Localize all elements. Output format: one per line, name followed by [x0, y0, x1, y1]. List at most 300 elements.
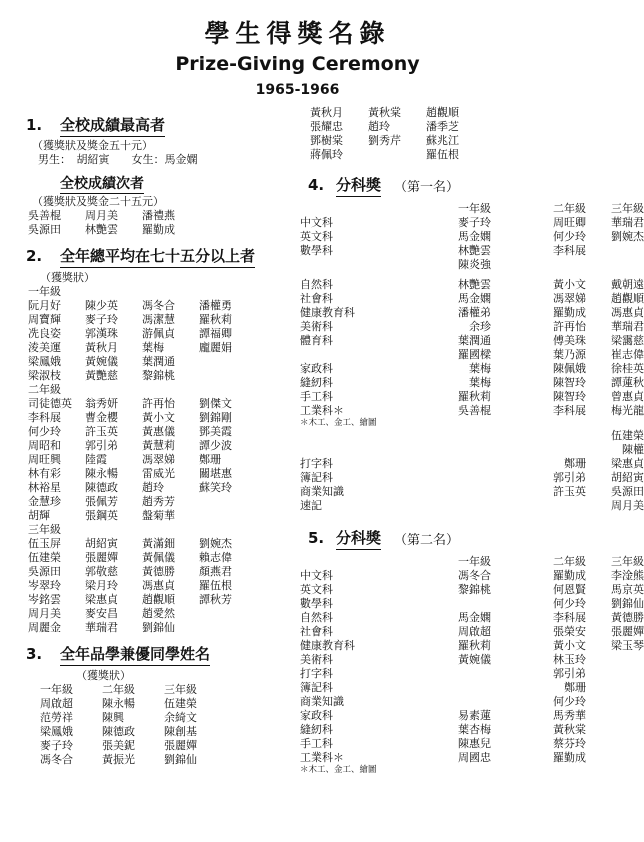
winner-name: 羅勤成 [553, 751, 586, 764]
right-column [300, 106, 644, 776]
second-place-names [28, 209, 286, 237]
winner-name: 馬金嫻 [458, 611, 491, 624]
student-name: 陳少英 [85, 299, 118, 312]
merit-names-continued [310, 106, 590, 162]
student-name: 陳德政 [102, 725, 135, 738]
industrial-subject-footnote: ＊木工、金工、繪圖 [300, 418, 377, 428]
subject-name [300, 258, 396, 272]
student-name: 岑銘雲 [28, 593, 61, 606]
student-name: 吳源田 [28, 223, 61, 236]
winner-name: 李科展 [553, 404, 586, 417]
subject-prize-rows [300, 278, 644, 418]
student-name: 趙愛然 [142, 607, 175, 620]
winner-name: 林艷雲 [458, 278, 491, 291]
student-name: 周月美 [28, 607, 61, 620]
winner-name [586, 667, 644, 681]
student-name: 陳永暢 [102, 697, 135, 710]
section-1-heading [26, 114, 286, 136]
student-name: 趙玲 [142, 481, 164, 494]
student-name: 蘇兆江 [426, 134, 459, 147]
subject-name: 中文科 [300, 569, 333, 582]
student-name: 羅伍根 [199, 579, 232, 592]
student-name: 馮冬合 [142, 299, 175, 312]
winner-name: 許玉英 [553, 485, 586, 498]
student-name: 伍玉屏 [28, 537, 61, 550]
winner-name: 馮冬合 [458, 569, 491, 582]
section-3-heading [26, 643, 286, 665]
student-name: 周昭和 [28, 439, 61, 452]
student-name: 鄭珊 [199, 453, 221, 466]
section-number: 1. [26, 116, 43, 134]
winner-name: 周旺卿 [553, 216, 586, 229]
winner-name: 譚蓮秋 [611, 376, 644, 389]
winner-name [396, 667, 491, 681]
student-name: 郭引弟 [85, 439, 118, 452]
student-name [368, 148, 426, 162]
student-name: 范勞祥 [40, 711, 73, 724]
student-name: 蔣佩玲 [310, 148, 343, 161]
winner-name: 黃小文 [553, 278, 586, 291]
student-name: 淩美運 [28, 341, 61, 354]
winner-name: 吳源田 [611, 485, 644, 498]
subject-name: 手工科 [300, 737, 333, 750]
subject-name: 自然科 [300, 611, 333, 624]
winner-name: 羅秋莉 [458, 639, 491, 652]
subject-name: 英文科 [300, 230, 333, 243]
student-name: 陸霞 [85, 453, 107, 466]
winner-name: 陳智玲 [553, 376, 586, 389]
winner-name: 陳佩娥 [553, 362, 586, 375]
winner-name: 李淦熊 [611, 569, 644, 582]
winner-name: 周啟超 [458, 625, 491, 638]
student-name: 譚秋芳 [199, 593, 232, 606]
student-name: 岑翠玲 [28, 579, 61, 592]
winner-name: 林艷雲 [458, 244, 491, 257]
winner-name: 何少玲 [553, 597, 586, 610]
student-name: 張鋼英 [85, 509, 118, 522]
winner-name: 易素蓮 [458, 709, 491, 722]
winner-name: 郭引弟 [553, 471, 586, 484]
student-name: 周啟超 [40, 697, 73, 710]
section-5-heading [308, 527, 590, 549]
winner-name: 潘權弟 [458, 306, 491, 319]
student-name: 黃秋月 [310, 106, 343, 119]
student-name: 黃佩儀 [142, 551, 175, 564]
student-name: 潘季芝 [426, 120, 459, 133]
merit-student-names [40, 697, 286, 767]
winner-name: 羅國樑 [458, 348, 491, 361]
student-name: 黃婉儀 [85, 355, 118, 368]
subject-name: 工業科＊ [300, 404, 344, 417]
subject-name: 商業知識 [300, 695, 344, 708]
winner-name: 李科展 [553, 611, 586, 624]
student-name: 林有彩 [28, 467, 61, 480]
winner-name: 華瑞君 [611, 216, 644, 229]
winner-name: 馬京英 [611, 583, 644, 596]
student-name: 胡紹寅 [85, 537, 118, 550]
grade-column-header: 二年級 [102, 683, 135, 696]
winner-name [586, 681, 644, 695]
student-name: 黃秋月 [85, 341, 118, 354]
student-name: 黃慧莉 [142, 439, 175, 452]
grade-2-label: 二年級 [28, 383, 61, 396]
student-name: 何少玲 [28, 425, 61, 438]
section-number: 4. [308, 176, 325, 194]
grade-column-header: 一年級 [458, 555, 491, 568]
sub-section-title: 全校成績次者 [60, 173, 144, 194]
winner-name: 陳權 [622, 443, 644, 456]
winner-name: 余珍 [469, 320, 491, 333]
winner-name: 馬秀華 [553, 709, 586, 722]
student-name: 司徒德英 [28, 397, 72, 410]
winner-name: 陳惠兒 [458, 737, 491, 750]
student-name: 麥子玲 [40, 739, 73, 752]
student-name: 譚福卿 [199, 327, 232, 340]
winner-name: 羅秋莉 [458, 390, 491, 403]
subject-name: 縫紉科 [300, 723, 333, 736]
subject-name: 數學科 [300, 597, 333, 610]
winner-name [586, 258, 644, 272]
student-name: 張耀忠 [310, 120, 343, 133]
student-name: 潘禮燕 [142, 209, 175, 222]
student-name [199, 355, 256, 369]
subject-prize-rows [300, 429, 644, 513]
left-column [26, 114, 286, 767]
student-name: 黃德勝 [142, 565, 175, 578]
winner-name: 張榮安 [553, 625, 586, 638]
student-name: 陳興 [102, 711, 124, 724]
subject-name: 商業知識 [300, 485, 344, 498]
student-name: 陳創基 [164, 725, 197, 738]
rank-label: （第一名） [394, 180, 460, 195]
winner-name [396, 429, 491, 443]
student-name: 吳善棍 [28, 209, 61, 222]
section-4-heading [308, 174, 590, 196]
student-name: 趙秀芳 [142, 495, 175, 508]
student-name: 華瑞君 [85, 621, 118, 634]
student-name: 黃滿鈿 [142, 537, 175, 550]
winner-name: 葉潤通 [458, 334, 491, 347]
student-name: 周麗金 [28, 621, 61, 634]
grade-2-names [28, 397, 286, 523]
student-name: 張佩芳 [85, 495, 118, 508]
student-name: 馮惠貞 [142, 579, 175, 592]
winner-name: 伍建榮 [611, 429, 644, 442]
subject-name [300, 443, 396, 457]
subject-name: 健康教育科 [300, 639, 355, 652]
student-name: 黎錦桃 [142, 369, 175, 382]
winner-name [586, 695, 644, 709]
section-2-heading [26, 245, 286, 267]
subject-name [300, 348, 396, 362]
winner-name [396, 681, 491, 695]
student-name: 麥子玲 [85, 313, 118, 326]
winner-name: 黃婉儀 [458, 653, 491, 666]
subject-name: 簿記科 [300, 471, 333, 484]
section-title: 全年總平均在七十五分以上者 [60, 245, 255, 268]
student-name: 梁鳳娥 [40, 725, 73, 738]
student-name [199, 369, 256, 383]
student-name: 陳德政 [85, 481, 118, 494]
student-name: 馮翠娣 [142, 453, 175, 466]
student-name: 劉錦仙 [164, 753, 197, 766]
winner-name [586, 737, 644, 751]
grade-1-label: 一年級 [28, 285, 61, 298]
subject-header-blank [300, 555, 396, 569]
student-name: 郭漢珠 [85, 327, 118, 340]
winner-name: 戴朝遠 [611, 278, 644, 291]
winner-name: 周國忠 [458, 751, 491, 764]
student-name: 黃小文 [142, 411, 175, 424]
student-name: 羅秋莉 [199, 313, 232, 326]
subject-header-blank [300, 202, 396, 216]
section-number: 2. [26, 247, 43, 265]
winner-name: 劉婉杰 [611, 230, 644, 243]
subject-name: 美術科 [300, 320, 333, 333]
student-name: 葉梅 [142, 341, 164, 354]
student-name: 李科展 [28, 411, 61, 424]
student-name: 劉秀芹 [368, 134, 401, 147]
industrial-subject-footnote: ＊木工、金工、繪圖 [300, 765, 377, 775]
winner-name: 葉乃源 [553, 348, 586, 361]
grade-column-header: 三年級 [611, 555, 644, 568]
student-name: 伍建榮 [28, 551, 61, 564]
school-year: 1965-1966 [255, 82, 340, 98]
winner-name: 徐桂英 [611, 362, 644, 375]
winner-name [396, 695, 491, 709]
student-name: 梁惠貞 [85, 593, 118, 606]
winner-name: 馬金嫻 [458, 230, 491, 243]
winner-name: 麥子玲 [458, 216, 491, 229]
student-name: 劉婉杰 [199, 537, 232, 550]
winner-name: 葉梅 [469, 362, 491, 375]
student-name: 梁鳳娥 [28, 355, 61, 368]
student-name: 劉傑文 [199, 397, 232, 410]
student-name [199, 621, 256, 635]
winner-name: 張麗嬋 [611, 625, 644, 638]
student-name: 梁淑枝 [28, 369, 61, 382]
award-note: （獲獎狀及獎金五十元） [32, 139, 153, 152]
subject-name: 手工科 [300, 390, 333, 403]
page-title-chinese: 學生得獎名錄 [204, 19, 391, 48]
student-name: 趙觀順 [426, 106, 459, 119]
grade-column-header: 一年級 [40, 683, 73, 696]
student-name: 吳源田 [28, 565, 61, 578]
student-name: 周寶輝 [28, 313, 61, 326]
winner-name: 林玉玲 [553, 653, 586, 666]
grade-column-header: 三年級 [611, 202, 644, 215]
winner-name: 鄭珊 [564, 681, 586, 694]
winner-name: 黎錦桃 [458, 583, 491, 596]
student-name: 黃惠儀 [142, 425, 175, 438]
subject-name: 體育科 [300, 334, 333, 347]
subject-name: 簿記科 [300, 681, 333, 694]
student-name: 阮月好 [28, 299, 61, 312]
student-name: 郭敬慈 [85, 565, 118, 578]
winner-name: 劉錦仙 [611, 597, 644, 610]
winner-name: 羅勤成 [553, 569, 586, 582]
winner-name: 馮翠娣 [553, 292, 586, 305]
subject-name: 打字科 [300, 667, 333, 680]
section-number: 5. [308, 529, 325, 547]
student-name: 趙玲 [368, 120, 390, 133]
winner-name: 陳炎強 [458, 258, 491, 271]
award-note: （獲獎狀） [40, 271, 95, 284]
top-students-line: 男生： 胡紹寅 女生：馬金嫻 [38, 153, 198, 166]
subject-name: 自然科 [300, 278, 333, 291]
grade-column-header: 二年級 [553, 202, 586, 215]
section-title: 全年品學兼優同學姓名 [60, 643, 210, 666]
winner-name [491, 258, 586, 272]
winner-name: 鄭珊 [564, 457, 586, 470]
subject-name: 健康教育科 [300, 306, 355, 319]
winner-name: 崔志偉 [611, 348, 644, 361]
grade-column-headers [300, 202, 644, 216]
section-title: 分科獎 [336, 527, 381, 550]
student-name: 張美鈮 [102, 739, 135, 752]
winner-name: 周月美 [611, 499, 644, 512]
student-name: 曹金櫻 [85, 411, 118, 424]
student-name: 游佩貞 [142, 327, 175, 340]
grade-column-header: 三年級 [164, 683, 197, 696]
student-name: 鄧樹棠 [310, 134, 343, 147]
student-name: 胡輝 [28, 509, 50, 522]
student-name: 翁秀妍 [85, 397, 118, 410]
winner-name: 黃小文 [553, 639, 586, 652]
winner-name: 黃德勝 [611, 611, 644, 624]
student-name: 葉潤通 [142, 355, 175, 368]
winner-name [586, 653, 644, 667]
subject-name: 數學科 [300, 244, 333, 257]
subject-name: 縫紉科 [300, 376, 333, 389]
winner-name: 馬金嫻 [458, 292, 491, 305]
award-note: （獲獎狀） [76, 669, 131, 682]
student-name: 伍建榮 [164, 697, 197, 710]
winner-name: 何恩賢 [553, 583, 586, 596]
student-name: 馮冬合 [40, 753, 73, 766]
winner-name: 曾惠貞 [611, 390, 644, 403]
subject-name: 打字科 [300, 457, 333, 470]
student-name [199, 509, 256, 523]
grade-column-header: 二年級 [553, 555, 586, 568]
student-name: 黃艷慈 [85, 369, 118, 382]
winner-name: 梁靄慈 [611, 334, 644, 347]
winner-name: 黃秋棠 [553, 723, 586, 736]
winner-name: 吳善棍 [458, 404, 491, 417]
winner-name: 傅美珠 [553, 334, 586, 347]
rank-label: （第二名） [394, 533, 460, 548]
subject-prize-rows [300, 216, 644, 272]
grade-1-names [28, 299, 286, 383]
student-name: 顏燕君 [199, 565, 232, 578]
winner-name [586, 751, 644, 765]
student-name: 林裕星 [28, 481, 61, 494]
subject-name: 社會科 [300, 292, 333, 305]
winner-name: 郭引弟 [553, 667, 586, 680]
winner-name [586, 709, 644, 723]
winner-name [396, 471, 491, 485]
winner-name: 梁惠貞 [611, 457, 644, 470]
winner-name [396, 499, 491, 513]
subject-name: 美術科 [300, 653, 333, 666]
section-title: 分科獎 [336, 174, 381, 197]
student-name: 趙觀順 [142, 593, 175, 606]
page-title-english: Prize-Giving Ceremony [175, 53, 420, 75]
winner-name: 馮惠貞 [611, 306, 644, 319]
winner-name: 蔡芬玲 [553, 737, 586, 750]
winner-name [396, 597, 491, 611]
student-name: 賴志偉 [199, 551, 232, 564]
grade-column-headers [40, 683, 286, 697]
winner-name: 李科展 [553, 244, 586, 257]
student-name: 張麗嬋 [164, 739, 197, 752]
winner-name [586, 723, 644, 737]
student-name: 周旺興 [28, 453, 61, 466]
winner-name: 梅光龍 [611, 404, 644, 417]
student-name: 許玉英 [85, 425, 118, 438]
winner-name [396, 443, 491, 457]
student-name: 鄧美霞 [199, 425, 232, 438]
student-name: 關堪惠 [199, 467, 232, 480]
student-name: 蘇笑玲 [199, 481, 232, 494]
section-1-sub-heading [26, 171, 286, 191]
student-name: 周月美 [85, 209, 118, 222]
subject-prize-rows [300, 569, 644, 765]
student-name: 劉錦仙 [142, 621, 175, 634]
student-name: 劉錦剛 [199, 411, 232, 424]
winner-name [491, 499, 586, 513]
winner-name: 梁玉琴 [611, 639, 644, 652]
subject-name: 英文科 [300, 583, 333, 596]
student-name: 林艷雲 [85, 223, 118, 236]
student-name: 雷威光 [142, 467, 175, 480]
student-name [199, 495, 256, 509]
subject-name: 家政科 [300, 709, 333, 722]
student-name: 羅勤成 [142, 223, 175, 236]
student-name: 許再怡 [142, 397, 175, 410]
winner-name: 葉杏梅 [458, 723, 491, 736]
section-title: 全校成績最高者 [60, 114, 165, 137]
student-name: 張麗嬋 [85, 551, 118, 564]
winner-name: 羅勤成 [553, 306, 586, 319]
winner-name: 葉梅 [469, 376, 491, 389]
student-name: 冼良姿 [28, 327, 61, 340]
winner-name: 陳智玲 [553, 390, 586, 403]
grade-column-headers [300, 555, 644, 569]
winner-name [396, 457, 491, 471]
winner-name: 胡紹寅 [611, 471, 644, 484]
winner-name [396, 485, 491, 499]
winner-name: 華瑞君 [611, 320, 644, 333]
winner-name: 何少玲 [553, 695, 586, 708]
subject-name: 社會科 [300, 625, 333, 638]
student-name: 陳永暢 [85, 467, 118, 480]
student-name: 羅伍根 [426, 148, 459, 161]
student-name: 龐麗娟 [199, 341, 232, 354]
student-name [199, 607, 256, 621]
student-name: 黃秋棠 [368, 106, 401, 119]
winner-name [491, 443, 586, 457]
subject-name: 工業科＊ [300, 751, 344, 764]
grade-3-label: 三年級 [28, 523, 61, 536]
winner-name: 何少玲 [553, 230, 586, 243]
grade-column-header: 一年級 [458, 202, 491, 215]
student-name: 余綺文 [164, 711, 197, 724]
student-name: 潘權勇 [199, 299, 232, 312]
subject-name: 速記 [300, 499, 322, 512]
student-name: 金慧珍 [28, 495, 61, 508]
student-name: 馮潔慧 [142, 313, 175, 326]
